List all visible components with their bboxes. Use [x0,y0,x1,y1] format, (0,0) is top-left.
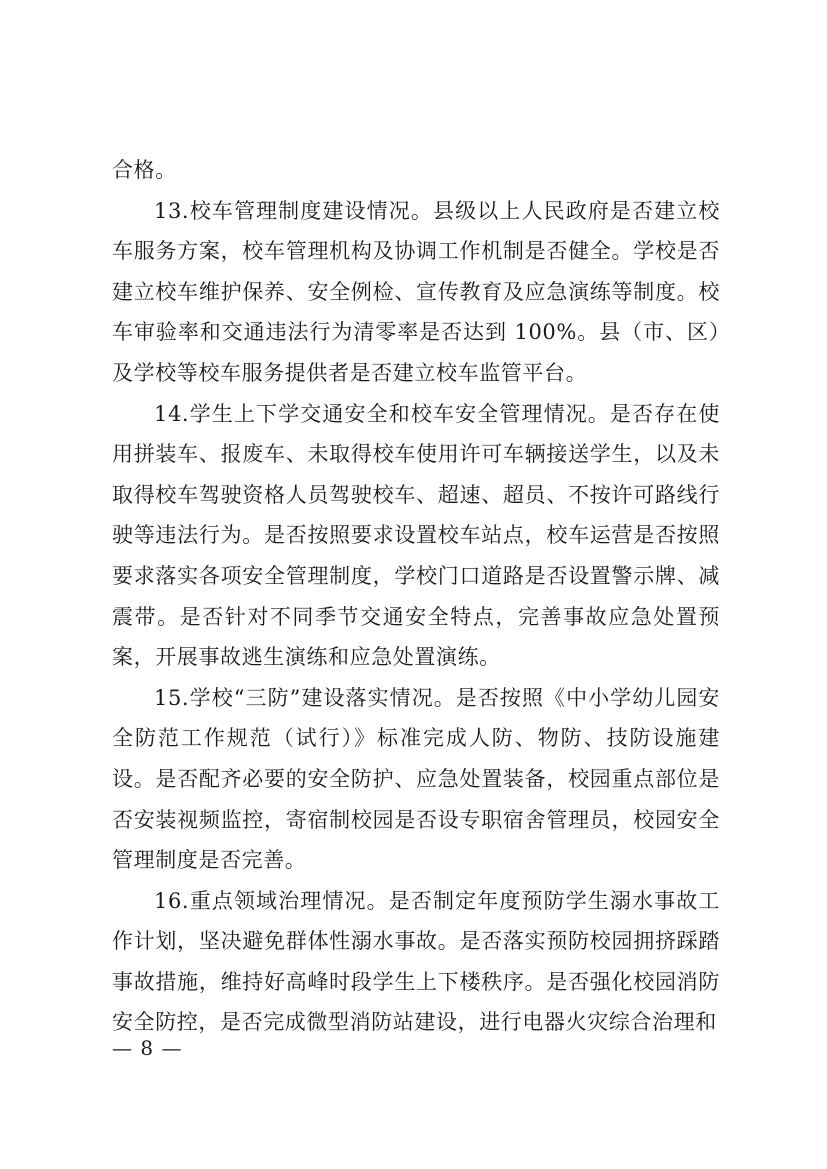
document-body [112,150,720,1043]
page-number: — 8 — [112,1036,183,1060]
paragraph-continuation: 合格。 [112,158,177,182]
paragraph-item-14: 14.学生上下学交通安全和校车安全管理情况。是否存在使用拼装车、报废车、未取得校车使用许可车辆接送学生，以及未取得校车驾驶资格人员驾驶校车、超速、超员、不按许可路线行驶等违法行为。是否按照要求设置校车站点，校车运营是否按照要求落实各项安全管理制度，学校门口道路是否设置警示牌、减震带。是否针对不同季节交通安全特点，完善事故应急处置预案，开展事故逃生演练和应急处置演练。 [112,401,720,670]
paragraph-item-15: 15.学校“三防”建设落实情况。是否按照《中小学幼儿园安全防范工作规范（试行）》标准完成人防、物防、技防设施建设。是否配齐必要的安全防护、应急处置装备，校园重点部位是否安装视频监控，寄宿制校园是否设专职宿舍管理员，校园安全管理制度是否完善。 [112,685,720,873]
paragraph-item-16: 16.重点领域治理情况。是否制定年度预防学生溺水事故工作计划，坚决避免群体性溺水事故。是否落实预防校园拥挤踩踏事故措施，维持好高峰时段学生上下楼秩序。是否强化校园消防安全防控，是否完成微型消防站建设，进行电器火灾综合治理和 [112,888,720,1035]
paragraph-item-13: 13.校车管理制度建设情况。县级以上人民政府是否建立校车服务方案，校车管理机构及协调工作机制是否健全。学校是否建立校车维护保养、安全例检、宣传教育及应急演练等制度。校车审验率和交通违法行为清零率是否达到 100%。县（市、区）及学校等校车服务提供者是否建立校车监管平台。 [112,198,720,385]
